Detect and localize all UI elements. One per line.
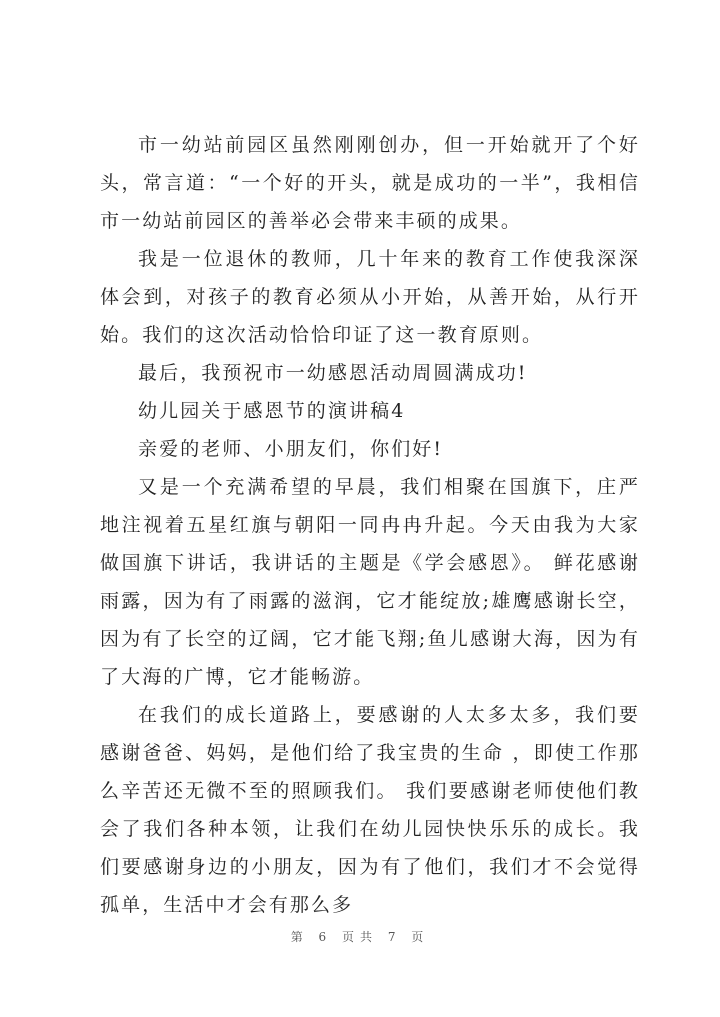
document-body	[100, 126, 640, 924]
paragraph: 又是一个充满希望的早晨，我们相聚在国旗下，庄严地注视着五星红旗与朝阳一同冉冉升起。今天由我为大家做国旗下讲话，我讲话的主题是《学会感恩》。 鲜花感谢雨露，因为有了雨露的滋润，它才能绽放;雄鹰感谢长空，因为有了长空的辽阔，它才能飞翔;鱼儿感谢大海，因为有了大海的广博，它才能畅游。	[100, 476, 640, 688]
page-footer: 第 6 页共 7 页	[290, 930, 430, 944]
paragraph: 在我们的成长道路上，要感谢的人太多太多，我们要感谢爸爸、妈妈，是他们给了我宝贵的生命 ，即使工作那么辛苦还无微不至的照顾我们。 我们要感谢老师使他们教会了我们各种本领，让我们在幼儿园快快乐乐的成长。我们要感谢身边的小朋友，因为有了他们，我们才不会觉得孤单，生活中才会有那么多	[100, 704, 640, 916]
paragraph: 我是一位退休的教师，几十年来的教育工作使我深深体会到，对孩子的教育必须从小开始，从善开始，从行开始。我们的这次活动恰恰印证了这一教育原则。	[100, 248, 640, 346]
paragraph: 市一幼站前园区虽然刚刚创办，但一开始就开了个好头，常言道：“一个好的开头，就是成功的一半”，我相信市一幼站前园区的善举必会带来丰硕的成果。	[100, 134, 640, 232]
greeting: 亲爱的老师、小朋友们，你们好!	[138, 438, 444, 460]
section-heading: 幼儿园关于感恩节的演讲稿4	[138, 400, 406, 422]
paragraph: 最后，我预祝市一幼感恩活动周圆满成功!	[138, 362, 528, 384]
